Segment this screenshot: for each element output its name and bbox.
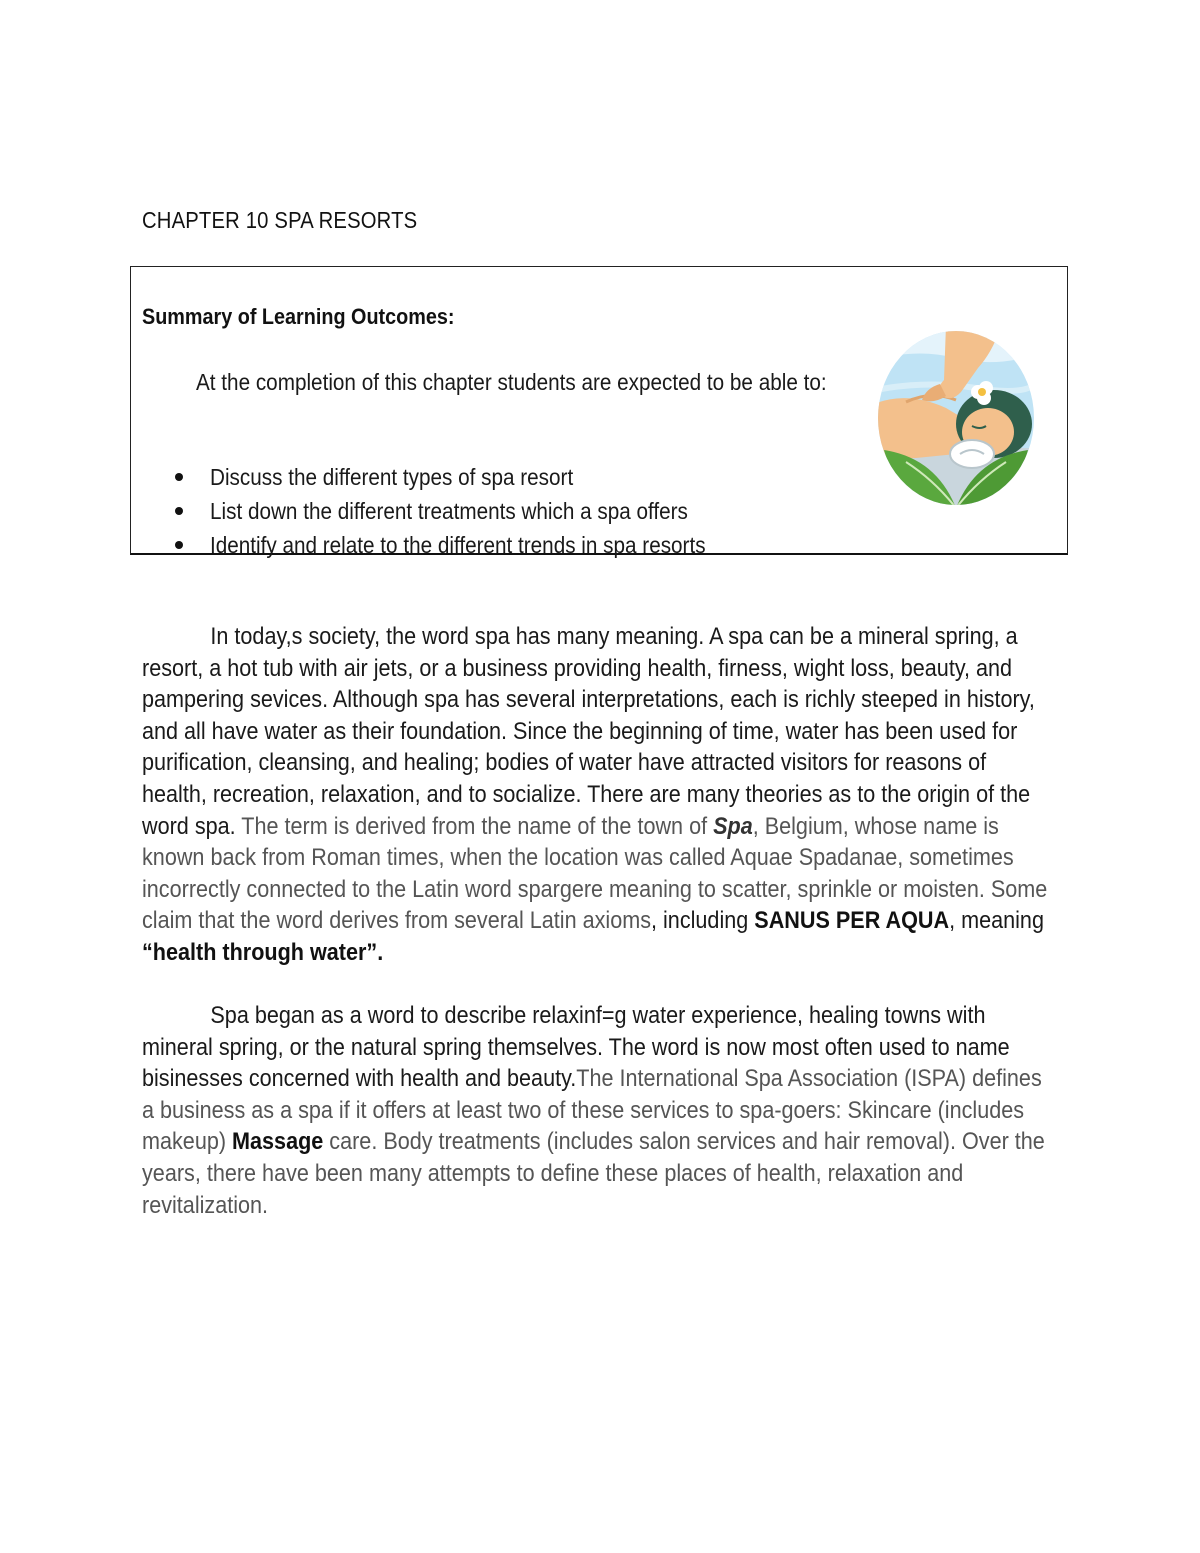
paragraph-text: , meaning	[949, 907, 1044, 935]
spa-massage-icon	[876, 330, 1038, 510]
paragraph-text: Spa began as a word to describe relaxinf=g water experience, healing towns with mineral spring, or the natural spring themselves. The word is now most often used to name bisinesses concerned with health and beauty.	[142, 1002, 1010, 1093]
emphasis-text: “health through water”.	[142, 938, 384, 966]
paragraph-text: , including	[651, 907, 755, 935]
outcomes-intro: At the completion of this chapter students are expected to be able to:	[196, 369, 827, 395]
outcomes-heading: Summary of Learning Outcomes:	[142, 304, 455, 329]
list-item	[175, 494, 761, 528]
paragraph-text: , Belgium, whose name is known back from Roman times, when the location was called Aquae Spadanae, sometimes incorrectly connected to the Latin word spargere meaning to scatter, sprinkle or moisten. Some claim that the word derives from several Latin axioms	[142, 812, 1048, 935]
bullet-icon	[175, 473, 183, 481]
emphasis-text: Massage	[232, 1128, 324, 1156]
chapter-title: CHAPTER 10 SPA RESORTS	[142, 207, 418, 233]
list-item	[175, 528, 761, 562]
outcomes-list	[175, 460, 761, 562]
bullet-icon	[175, 507, 183, 515]
body-paragraph-2	[142, 1000, 1051, 1221]
learning-outcomes-box	[130, 266, 1068, 558]
body-paragraph-1	[142, 621, 1051, 969]
bullet-icon	[175, 541, 183, 549]
paragraph-text: In today,s society, the word spa has many meaning. A spa can be a mineral spring, a resort, a hot tub with air jets, or a business providing health, firness, wight loss, beauty, and pampering sevices. Although spa has several interpretations, each is richly steeped in history, and all have water as their foundation. Since the beginning of time, water has been used for purification, cleansing, and healing; bodies of water have attracted visitors for reasons of health, recreation, relaxation, and to socialize. There are many theories as to the origin of the word spa.	[142, 623, 1035, 840]
outcome-text: Identify and relate to the different trends in spa resorts	[210, 532, 706, 558]
paragraph-text: care. Body treatments (includes salon services and hair removal). Over the years, there have been many attempts to define these places of health, relaxation and revitalization.	[142, 1128, 1045, 1219]
paragraph-text: The International Spa Association (ISPA) defines a business as a spa if it offers at least two of these services to spa-goers: Skincare (includes makeup)	[142, 1065, 1042, 1156]
outcome-text: Discuss the different types of spa resort	[210, 464, 574, 490]
emphasis-text: SANUS PER AQUA	[754, 907, 950, 935]
emphasis-text: Spa	[713, 812, 753, 840]
outcome-text: List down the different treatments which a spa offers	[210, 498, 688, 524]
paragraph-text: The term is derived from the name of the town of	[235, 812, 714, 840]
list-item	[175, 460, 761, 494]
